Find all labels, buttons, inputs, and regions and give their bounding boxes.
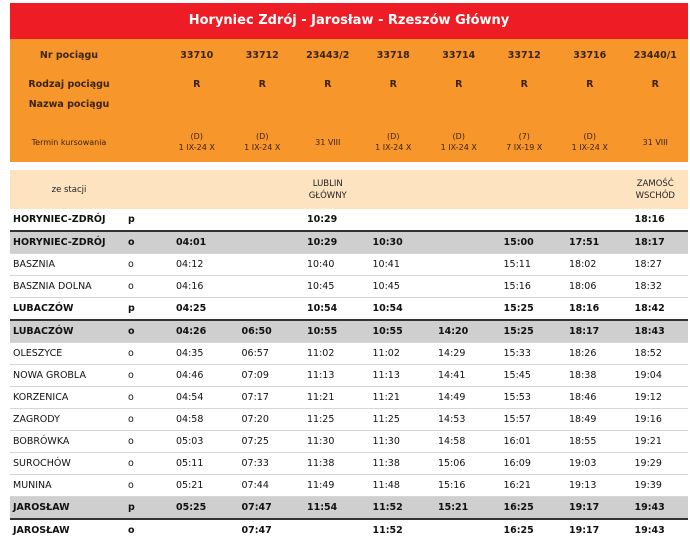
arrival-departure-mark: o xyxy=(128,475,164,497)
station-name: JAROSŁAW xyxy=(10,519,128,541)
time-cell: 10:54 xyxy=(361,298,427,321)
schedule-dates: 1 IX-24 X xyxy=(440,143,477,152)
train-number: 23443/2 xyxy=(295,39,361,71)
time-cell: 04:12 xyxy=(164,254,230,276)
table-row xyxy=(10,387,688,409)
time-cell: 04:46 xyxy=(164,365,230,387)
arrival-departure-mark: o xyxy=(128,254,164,276)
station-name: JAROSŁAW xyxy=(10,497,128,520)
time-cell: 16:09 xyxy=(492,453,558,475)
train-header-table xyxy=(10,39,688,162)
table-row xyxy=(10,343,688,365)
time-cell: 11:21 xyxy=(361,387,427,409)
time-cell: 11:13 xyxy=(361,365,427,387)
time-cell: 10:55 xyxy=(295,320,361,343)
time-cell: 11:30 xyxy=(295,431,361,453)
time-cell: 18:43 xyxy=(623,320,689,343)
time-cell xyxy=(426,519,492,541)
time-cell: 11:52 xyxy=(361,497,427,520)
arrival-departure-mark: p xyxy=(128,209,164,231)
time-cell: 07:47 xyxy=(230,519,296,541)
time-cell xyxy=(426,231,492,254)
time-cell: 16:25 xyxy=(492,519,558,541)
time-cell: 19:43 xyxy=(623,497,689,520)
time-cell: 19:16 xyxy=(623,409,689,431)
time-cell: 18:42 xyxy=(623,298,689,321)
arrival-departure-mark: o xyxy=(128,276,164,298)
time-cell: 19:21 xyxy=(623,431,689,453)
time-cell xyxy=(426,276,492,298)
time-cell: 11:52 xyxy=(361,519,427,541)
timetable-title: Horyniec Zdrój - Jarosław - Rzeszów Główny xyxy=(10,3,688,39)
origin-station: ZAMOŚĆ WSCHÓD xyxy=(623,170,689,209)
time-cell: 19:43 xyxy=(623,519,689,541)
time-cell: 15:53 xyxy=(492,387,558,409)
time-cell: 10:45 xyxy=(361,276,427,298)
train-number: 33712 xyxy=(492,39,558,71)
time-cell: 18:17 xyxy=(557,320,623,343)
time-cell: 15:25 xyxy=(492,320,558,343)
time-cell: 16:25 xyxy=(492,497,558,520)
time-cell xyxy=(164,519,230,541)
time-cell: 15:16 xyxy=(492,276,558,298)
time-cell: 04:16 xyxy=(164,276,230,298)
arrival-departure-mark: o xyxy=(128,231,164,254)
time-cell: 07:20 xyxy=(230,409,296,431)
time-cell: 18:55 xyxy=(557,431,623,453)
schedule-dates: 1 IX-24 X xyxy=(571,143,608,152)
station-name: KORZENICA xyxy=(10,387,128,409)
schedule-days: (D) xyxy=(190,132,203,141)
time-cell: 04:26 xyxy=(164,320,230,343)
train-schedule xyxy=(557,122,623,162)
time-cell: 04:58 xyxy=(164,409,230,431)
schedule-days: (D) xyxy=(583,132,596,141)
timetable xyxy=(10,3,688,541)
time-cell: 18:49 xyxy=(557,409,623,431)
table-row xyxy=(10,497,688,520)
time-cell: 18:52 xyxy=(623,343,689,365)
time-cell: 11:38 xyxy=(361,453,427,475)
time-cell: 04:54 xyxy=(164,387,230,409)
time-cell: 10:54 xyxy=(295,298,361,321)
time-cell: 07:44 xyxy=(230,475,296,497)
table-row xyxy=(10,254,688,276)
train-type: R xyxy=(230,71,296,98)
time-cell: 14:53 xyxy=(426,409,492,431)
time-cell xyxy=(230,231,296,254)
station-name: BOBRÓWKA xyxy=(10,431,128,453)
table-row xyxy=(10,320,688,343)
train-number-label: Nr pociągu xyxy=(10,39,128,71)
time-cell: 15:45 xyxy=(492,365,558,387)
schedule-days: 31 VIII xyxy=(642,137,668,147)
train-type-row xyxy=(10,71,688,98)
origin-station xyxy=(426,170,492,209)
time-cell: 14:20 xyxy=(426,320,492,343)
time-cell: 05:03 xyxy=(164,431,230,453)
train-name xyxy=(230,98,296,122)
time-cell xyxy=(361,209,427,231)
time-cell: 10:29 xyxy=(295,231,361,254)
table-row xyxy=(10,409,688,431)
time-cell: 19:39 xyxy=(623,475,689,497)
arrival-departure-mark: o xyxy=(128,343,164,365)
train-name xyxy=(361,98,427,122)
station-name: HORYNIEC-ZDRÓJ xyxy=(10,209,128,231)
schedule-dates: 1 IX-24 X xyxy=(244,143,281,152)
origin-station xyxy=(361,170,427,209)
time-cell: 11:25 xyxy=(361,409,427,431)
time-cell: 07:33 xyxy=(230,453,296,475)
time-cell: 04:25 xyxy=(164,298,230,321)
train-number: 33714 xyxy=(426,39,492,71)
time-cell: 11:21 xyxy=(295,387,361,409)
origin-table xyxy=(10,170,688,209)
time-cell: 10:45 xyxy=(295,276,361,298)
schedule-row xyxy=(10,122,688,162)
arrival-departure-mark: o xyxy=(128,453,164,475)
time-cell xyxy=(230,254,296,276)
time-cell: 07:47 xyxy=(230,497,296,520)
schedule-days: (D) xyxy=(256,132,269,141)
train-number-row xyxy=(10,39,688,71)
time-cell xyxy=(164,209,230,231)
time-cell: 10:41 xyxy=(361,254,427,276)
time-cell: 15:21 xyxy=(426,497,492,520)
train-number: 33712 xyxy=(230,39,296,71)
time-cell: 04:35 xyxy=(164,343,230,365)
train-schedule xyxy=(623,122,689,162)
time-cell: 19:12 xyxy=(623,387,689,409)
schedule-dates: 1 IX-24 X xyxy=(178,143,215,152)
time-cell: 15:11 xyxy=(492,254,558,276)
schedule-days: 31 VIII xyxy=(315,137,341,147)
time-cell: 05:21 xyxy=(164,475,230,497)
time-cell xyxy=(492,209,558,231)
train-type: R xyxy=(623,71,689,98)
station-name: ZAGRODY xyxy=(10,409,128,431)
time-cell: 11:25 xyxy=(295,409,361,431)
time-cell: 07:17 xyxy=(230,387,296,409)
time-cell: 10:30 xyxy=(361,231,427,254)
time-cell: 14:29 xyxy=(426,343,492,365)
arrival-departure-mark: o xyxy=(128,320,164,343)
train-name-row xyxy=(10,98,688,122)
time-cell: 16:21 xyxy=(492,475,558,497)
train-number: 33716 xyxy=(557,39,623,71)
time-cell: 10:40 xyxy=(295,254,361,276)
time-cell: 16:01 xyxy=(492,431,558,453)
time-cell: 06:50 xyxy=(230,320,296,343)
table-row xyxy=(10,276,688,298)
arrival-departure-mark: o xyxy=(128,409,164,431)
origin-station xyxy=(164,170,230,209)
time-cell: 19:29 xyxy=(623,453,689,475)
train-type: R xyxy=(164,71,230,98)
time-cell: 19:04 xyxy=(623,365,689,387)
train-type: R xyxy=(295,71,361,98)
train-number: 33710 xyxy=(164,39,230,71)
time-cell xyxy=(426,298,492,321)
time-cell: 18:17 xyxy=(623,231,689,254)
time-cell: 17:51 xyxy=(557,231,623,254)
time-cell: 18:46 xyxy=(557,387,623,409)
time-cell: 11:48 xyxy=(361,475,427,497)
time-cell: 11:02 xyxy=(361,343,427,365)
station-name: SUROCHÓW xyxy=(10,453,128,475)
time-cell: 06:57 xyxy=(230,343,296,365)
train-type: R xyxy=(492,71,558,98)
schedule-dates: 1 IX-24 X xyxy=(375,143,412,152)
time-cell: 18:06 xyxy=(557,276,623,298)
train-schedule xyxy=(492,122,558,162)
time-cell: 18:32 xyxy=(623,276,689,298)
time-cell: 11:30 xyxy=(361,431,427,453)
time-cell: 15:16 xyxy=(426,475,492,497)
time-cell xyxy=(230,209,296,231)
train-schedule xyxy=(361,122,427,162)
origin-row xyxy=(10,170,688,209)
train-type: R xyxy=(557,71,623,98)
table-row xyxy=(10,519,688,541)
schedule-days: (D) xyxy=(452,132,465,141)
time-cell: 05:25 xyxy=(164,497,230,520)
time-cell: 04:01 xyxy=(164,231,230,254)
time-cell xyxy=(230,298,296,321)
time-cell: 11:13 xyxy=(295,365,361,387)
train-type: R xyxy=(426,71,492,98)
time-cell xyxy=(295,519,361,541)
time-cell: 11:02 xyxy=(295,343,361,365)
train-name xyxy=(295,98,361,122)
time-cell: 10:55 xyxy=(361,320,427,343)
station-name: BASZNIA xyxy=(10,254,128,276)
time-cell: 18:27 xyxy=(623,254,689,276)
train-schedule xyxy=(426,122,492,162)
station-name: HORYNIEC-ZDRÓJ xyxy=(10,231,128,254)
table-row xyxy=(10,365,688,387)
station-name: NOWA GROBLA xyxy=(10,365,128,387)
table-row xyxy=(10,431,688,453)
time-cell: 11:38 xyxy=(295,453,361,475)
time-cell: 19:17 xyxy=(557,519,623,541)
train-schedule xyxy=(295,122,361,162)
train-name xyxy=(557,98,623,122)
schedule-label: Termin kursowania xyxy=(10,122,128,162)
times-table xyxy=(10,209,688,541)
train-name-label: Nazwa pociągu xyxy=(10,98,128,122)
time-cell: 11:54 xyxy=(295,497,361,520)
arrival-departure-mark: o xyxy=(128,387,164,409)
train-number: 33718 xyxy=(361,39,427,71)
time-cell: 19:17 xyxy=(557,497,623,520)
time-cell: 18:38 xyxy=(557,365,623,387)
train-type: R xyxy=(361,71,427,98)
train-type-label: Rodzaj pociągu xyxy=(10,71,128,98)
train-schedule xyxy=(164,122,230,162)
time-cell: 19:03 xyxy=(557,453,623,475)
arrival-departure-mark: o xyxy=(128,431,164,453)
from-station-label: ze stacji xyxy=(10,170,128,209)
origin-station: LUBLIN GŁÓWNY xyxy=(295,170,361,209)
time-cell: 05:11 xyxy=(164,453,230,475)
time-cell: 11:49 xyxy=(295,475,361,497)
arrival-departure-mark: o xyxy=(128,519,164,541)
train-name xyxy=(164,98,230,122)
time-cell: 14:49 xyxy=(426,387,492,409)
train-name xyxy=(426,98,492,122)
time-cell xyxy=(557,209,623,231)
station-name: MUNINA xyxy=(10,475,128,497)
table-row xyxy=(10,298,688,321)
origin-station xyxy=(557,170,623,209)
origin-station xyxy=(230,170,296,209)
train-name xyxy=(492,98,558,122)
table-row xyxy=(10,209,688,231)
train-number: 23440/1 xyxy=(623,39,689,71)
time-cell: 15:00 xyxy=(492,231,558,254)
train-schedule xyxy=(230,122,296,162)
schedule-dates: 7 IX-19 X xyxy=(506,143,543,152)
time-cell: 14:41 xyxy=(426,365,492,387)
station-name: LUBACZÓW xyxy=(10,320,128,343)
time-cell: 18:02 xyxy=(557,254,623,276)
time-cell: 07:09 xyxy=(230,365,296,387)
arrival-departure-mark: o xyxy=(128,365,164,387)
table-row xyxy=(10,453,688,475)
time-cell: 07:25 xyxy=(230,431,296,453)
schedule-days: (7) xyxy=(518,132,530,141)
train-name xyxy=(623,98,689,122)
time-cell xyxy=(426,254,492,276)
schedule-days: (D) xyxy=(387,132,400,141)
time-cell xyxy=(230,276,296,298)
station-name: BASZNIA DOLNA xyxy=(10,276,128,298)
time-cell: 14:58 xyxy=(426,431,492,453)
station-name: LUBACZÓW xyxy=(10,298,128,321)
time-cell: 19:13 xyxy=(557,475,623,497)
time-cell: 15:06 xyxy=(426,453,492,475)
time-cell: 15:33 xyxy=(492,343,558,365)
time-cell: 15:57 xyxy=(492,409,558,431)
time-cell: 18:16 xyxy=(623,209,689,231)
time-cell: 15:25 xyxy=(492,298,558,321)
arrival-departure-mark: p xyxy=(128,298,164,321)
arrival-departure-mark: p xyxy=(128,497,164,520)
table-row xyxy=(10,475,688,497)
table-row xyxy=(10,231,688,254)
time-cell: 18:26 xyxy=(557,343,623,365)
time-cell: 10:29 xyxy=(295,209,361,231)
time-cell: 18:16 xyxy=(557,298,623,321)
origin-station xyxy=(492,170,558,209)
time-cell xyxy=(426,209,492,231)
station-name: OLESZYCE xyxy=(10,343,128,365)
